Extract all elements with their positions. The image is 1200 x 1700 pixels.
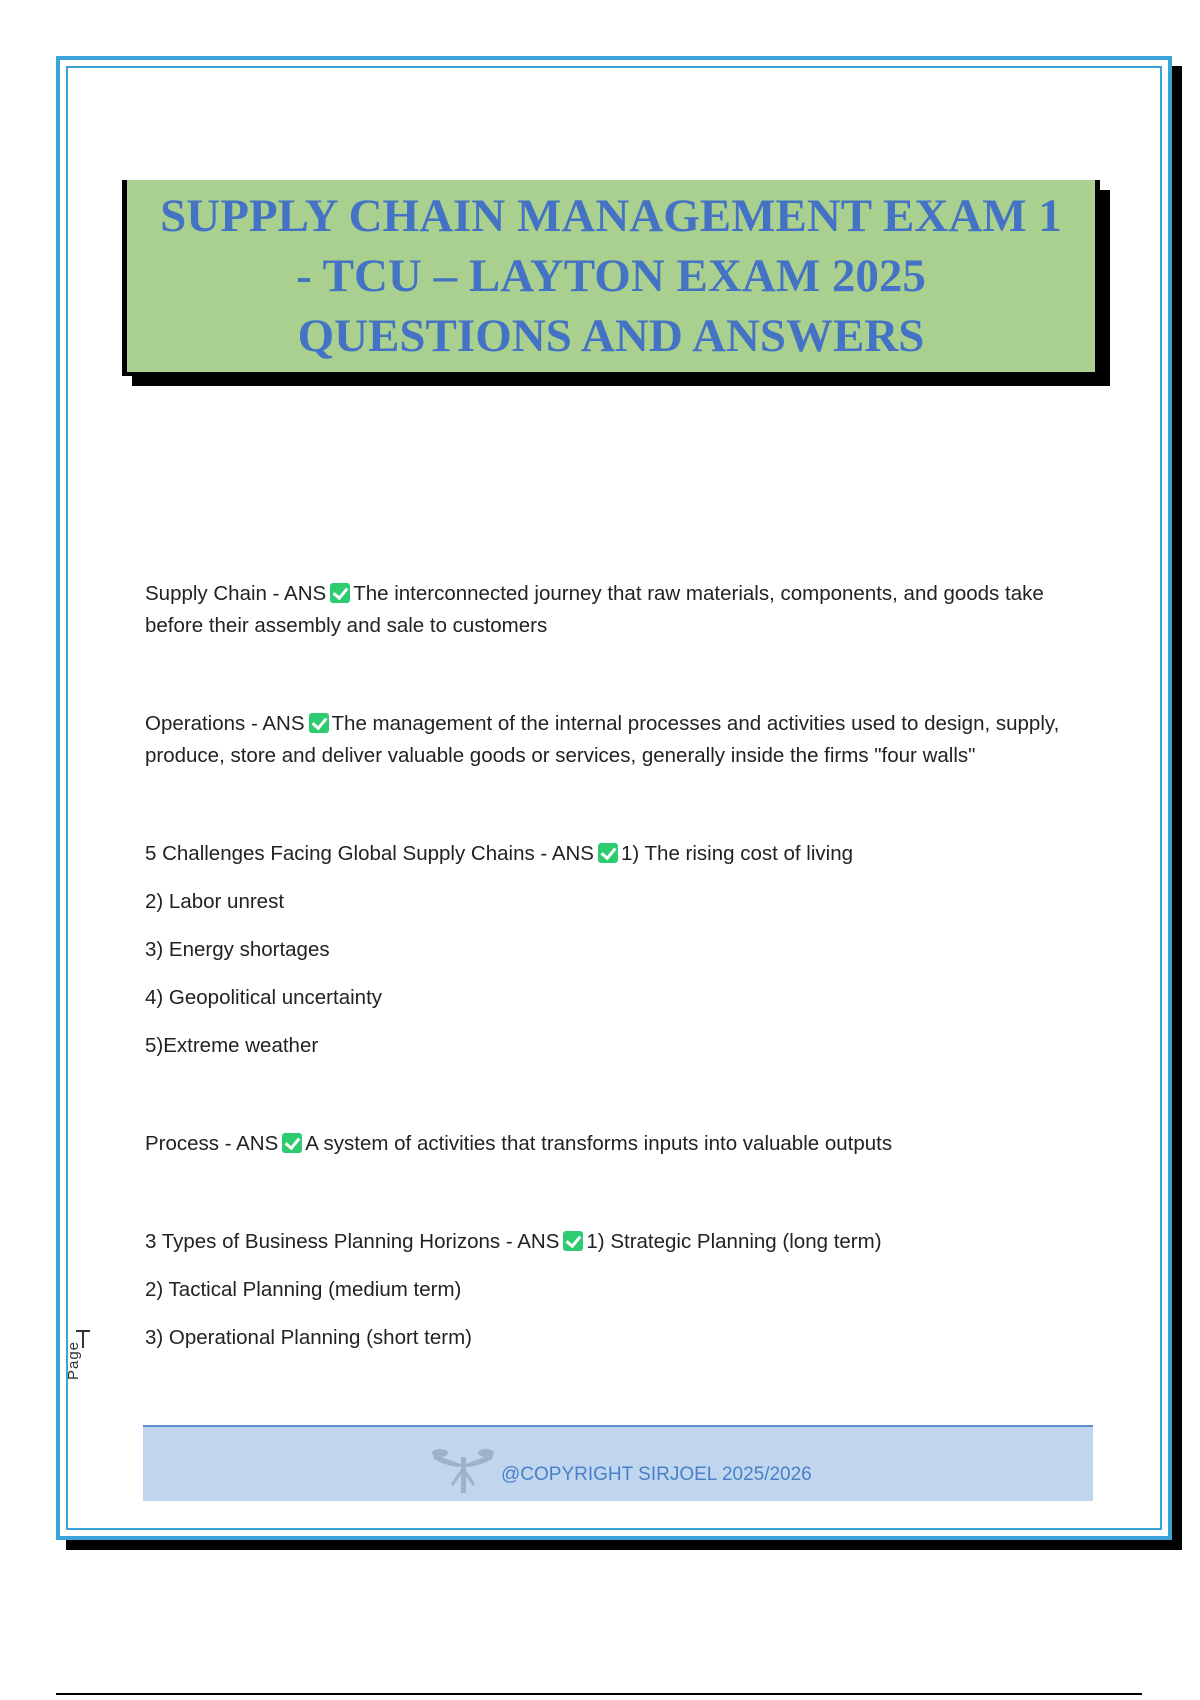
check-mark-icon (563, 1231, 583, 1251)
page-label-text: Page (65, 1340, 83, 1381)
list-item: 2) Tactical Planning (medium term) (145, 1278, 462, 1301)
list-item: 3) Energy shortages (145, 938, 330, 961)
scale-logo-icon (428, 1445, 498, 1495)
qa-term: Supply Chain - ANS (145, 582, 327, 605)
qa-answer: A system of activities that transforms inputs into valuable outputs (305, 1132, 893, 1155)
bottom-rule (56, 1693, 1142, 1695)
qa-content (145, 578, 1095, 1354)
title-banner (122, 180, 1100, 376)
qa-answer: The management of the internal processes and activities used to design, supply, produce, store and deliver valuable goods or services, generally inside the firms "four walls" (145, 712, 1060, 767)
page-number-text (74, 1330, 75, 1331)
list-item: 2) Labor unrest (145, 890, 285, 913)
qa-term: Process - ANS (145, 1132, 279, 1155)
document-title: SUPPLY CHAIN MANAGEMENT EXAM 1 - TCU – LAYTON EXAM 2025 QUESTIONS AND ANSWERS (160, 190, 1062, 362)
qa-item-planning-horizons (145, 1226, 1095, 1354)
qa-answer: 1) The rising cost of living (620, 842, 854, 865)
footer-banner (143, 1425, 1093, 1501)
qa-item-operations (145, 708, 1095, 772)
check-mark-icon (282, 1133, 302, 1153)
page-number-label (65, 1330, 94, 1390)
copyright-text: @COPYRIGHT SIRJOEL 2025/2026 (501, 1464, 812, 1485)
qa-item-supply-chain (145, 578, 1095, 642)
list-item: 3) Operational Planning (short term) (145, 1326, 473, 1349)
qa-answer: The interconnected journey that raw materials, components, and goods take before their assembly and sale to customers (145, 582, 1044, 637)
qa-term: 5 Challenges Facing Global Supply Chains - ANS (145, 842, 594, 865)
list-item: 4) Geopolitical uncertainty (145, 986, 383, 1009)
qa-item-process (145, 1128, 1095, 1160)
list-item: 5)Extreme weather (145, 1034, 319, 1057)
check-mark-icon (309, 713, 329, 733)
qa-term: 3 Types of Business Planning Horizons - ANS (145, 1230, 560, 1253)
check-mark-icon (598, 843, 618, 863)
check-mark-icon (330, 583, 350, 603)
qa-term: Operations - ANS (145, 712, 305, 735)
qa-item-challenges (145, 838, 1095, 1062)
qa-answer: 1) Strategic Planning (long term) (586, 1230, 882, 1253)
